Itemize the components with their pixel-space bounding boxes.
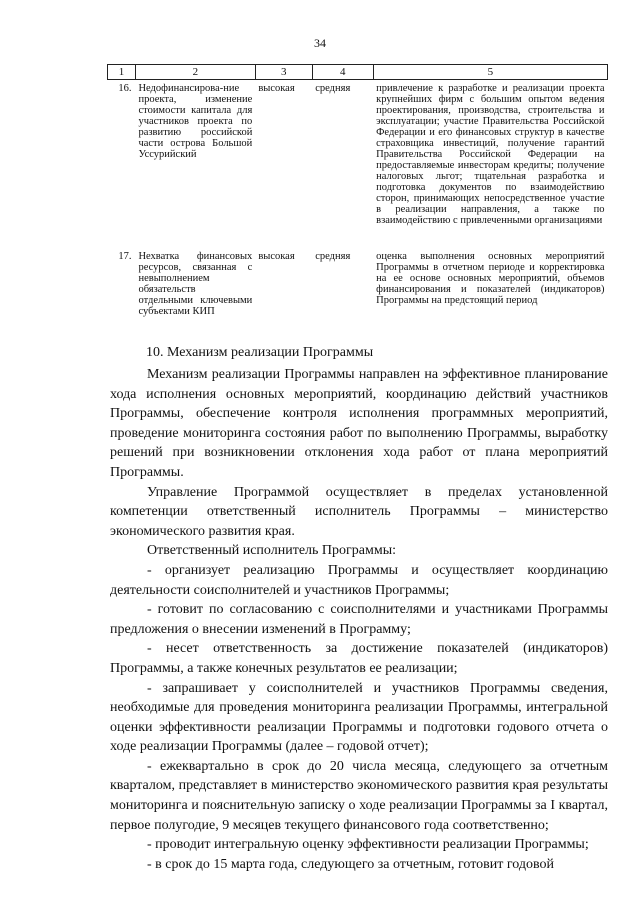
- body-text: [110, 365, 608, 874]
- risk-probability: высокая: [258, 251, 295, 262]
- table-row: [108, 80, 608, 250]
- risk-impact: средняя: [315, 251, 351, 262]
- table-header-row: [108, 65, 608, 80]
- risk-measures: привлечение к разработке и реализации проекта крупнейших фирм с большим опытом ведения проектирования, производства, строительства и эксплуатации; участие Правительства Российской Федерации и его финансовых структур в качестве страховщика инвестиций, получение гарантий Правительства Российской Федерации на предоставляемые инвесторам кредиты; получение налоговых льгот; тщательная разработка и подготовка документов по взаимодействию сторон, принимающих непосредственное участие в реализации направления, а также по взаимодействию с привлеченными организациями: [376, 83, 605, 226]
- list-item: - в срок до 15 марта года, следующего за отчетным, готовит годовой: [147, 856, 555, 872]
- risk-description: Недофинансирова-ние проекта, изменение стоимости капитала для участников проекта по развитию российской части острова Большой Уссурийский: [138, 83, 253, 160]
- list-item: - проводит интегральную оценку эффективности реализации Программы;: [147, 837, 589, 853]
- section-title: 10. Механизм реализации Программы: [146, 345, 374, 360]
- list-item: - ежеквартально в срок до 20 числа месяца, следующего за отчетным кварталом, представляет в министерство экономического развития края результаты мониторинга и пояснительную записку о ходе реализации Программы за I квартал, первое полугодие, 9 месяцев текущего финансового года соответственно;: [110, 758, 608, 833]
- list-item: - запрашивает у соисполнителей и участников Программы сведения, необходимые для проведения мониторинга реализации Программы, интегральной оценки эффективности реализации Программы и подготовки годового отчета о ходе реализации Программы (далее – годовой отчет);: [110, 680, 608, 755]
- list-item: - готовит по согласованию с соисполнителями и участниками Программы предложения о внесении изменений в Программу;: [110, 602, 608, 637]
- list-item: - организует реализацию Программы и осуществляет координацию деятельности соисполнителей и участников Программы;: [110, 562, 608, 598]
- table-header-cell: 2: [135, 65, 255, 80]
- risk-description: Нехватка финансовых ресурсов, связанная с невыполнением обязательств отдельными ключевыми субъектами КИП: [138, 251, 253, 317]
- table-header-cell: 4: [312, 65, 373, 80]
- table-header-cell: 3: [255, 65, 312, 80]
- page-number: 34: [314, 36, 326, 50]
- list-item: - несет ответственность за достижение показателей (индикаторов) Программы, а также конечных результатов ее реализации;: [110, 641, 608, 676]
- table-row: [108, 249, 608, 317]
- row-number: 16.: [118, 83, 132, 94]
- table-header-cell: 1: [108, 65, 136, 80]
- risk-measures: оценка выполнения основных мероприятий Программы в отчетном периоде и корректировка на ее основе основных мероприятий, объемов финансирования и показателей (индикаторов) Программы на предстоящий период: [376, 251, 605, 306]
- row-number: 17.: [118, 251, 132, 262]
- risk-probability: высокая: [258, 83, 295, 94]
- paragraph: Управление Программой осуществляет в пределах установленной компетенции ответственный исполнитель Программы – министерство экономического развития края.: [110, 484, 608, 539]
- risk-impact: средняя: [315, 83, 351, 94]
- paragraph: Ответственный исполнитель Программы:: [147, 543, 396, 559]
- risk-table: [107, 64, 608, 317]
- table-header-cell: 5: [373, 65, 607, 80]
- paragraph: Механизм реализации Программы направлен на эффективное планирование хода исполнения основных мероприятий, координацию действий участников Программы, обеспечение контроля исполнения программных мероприятий, проведение мониторинга состояния работ по выполнению Программы, выработку решений при возникновении отклонения хода работ от плана мероприятий Программы.: [110, 367, 608, 480]
